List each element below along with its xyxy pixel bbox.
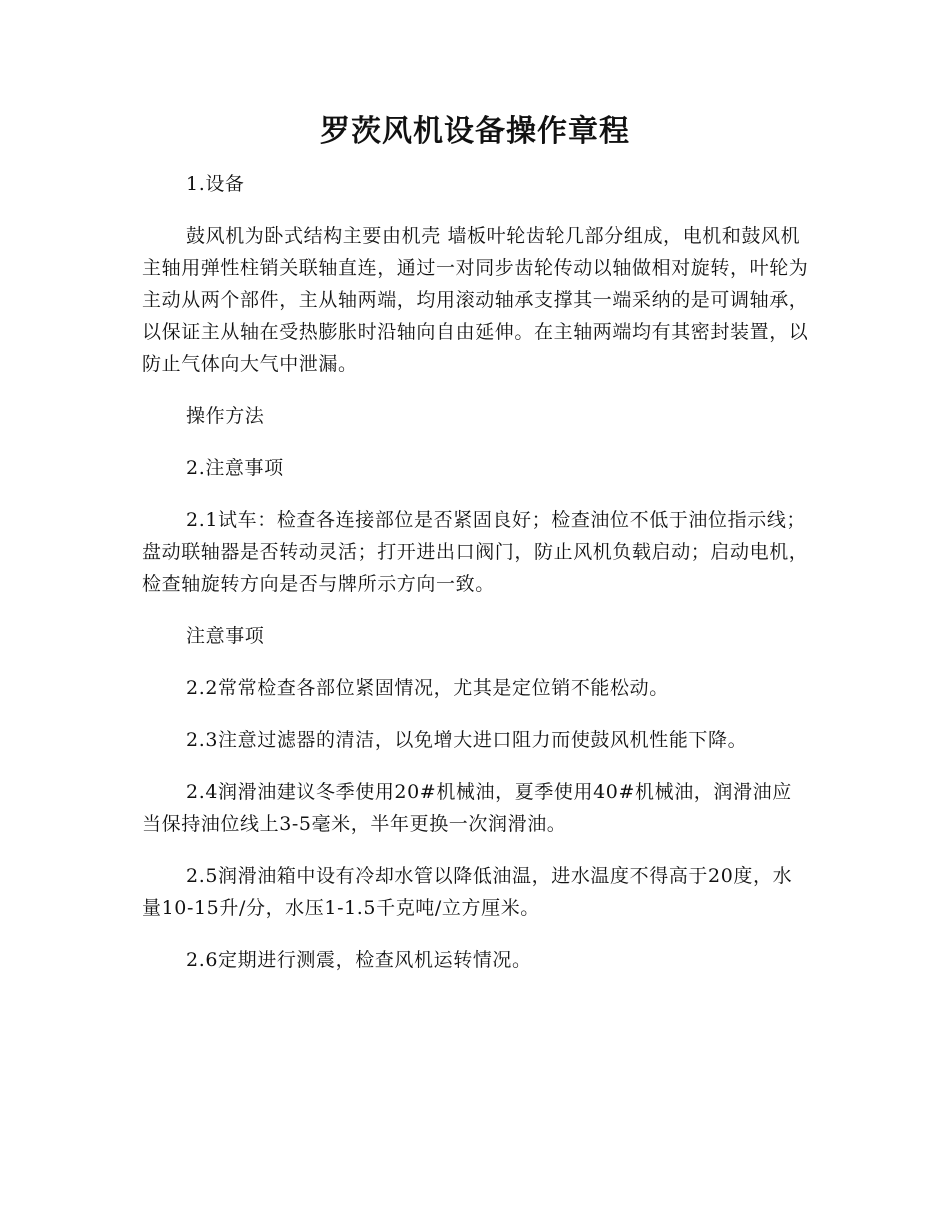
section-heading-precautions: 2.注意事项 xyxy=(186,457,284,479)
paragraph-item-2-4: 2.4润滑油建议冬季使用20#机械油，夏季使用40#机械油，润滑油应当保持油位线上3-5毫米，半年更换一次润滑油。 xyxy=(142,781,792,835)
paragraph-item-2-6: 2.6定期进行测震，检查风机运转情况。 xyxy=(186,949,532,971)
paragraph-item-2-2: 2.2常常检查各部位紧固情况，尤其是定位销不能松动。 xyxy=(186,677,669,699)
paragraph-item-2-3: 2.3注意过滤器的清洁，以免增大进口阻力而使鼓风机性能下降。 xyxy=(186,729,748,751)
paragraph-item-2-5: 2.5润滑油箱中设有冷却水管以降低油温，进水温度不得高于20度，水量10-15升/分，水压1-1.5千克吨/立方厘米。 xyxy=(142,865,793,919)
document-title: 罗茨风机设备操作章程 xyxy=(320,114,630,149)
paragraph-blower-structure: 鼓风机为卧式结构主要由机壳 墙板叶轮齿轮几部分组成，电机和鼓风机主轴用弹性柱销关联轴直连，通过一对同步齿轮传动以轴做相对旋转，叶轮为主动从两个部件，主从轴两端，均用滚动轴承支撑其一端采纳的是可调轴承，以保证主从轴在受热膨胀时沿轴向自由延伸。在主轴两端均有其密封装置，以防止气体向大气中泄漏。 xyxy=(142,225,809,375)
document-body xyxy=(142,168,810,996)
section-heading-equipment: 1.设备 xyxy=(186,173,245,195)
paragraph-trial-run: 2.1试车：检查各连接部位是否紧固良好；检查油位不低于油位指示线；盘动联轴器是否转动灵活；打开进出口阀门，防止风机负载启动；启动电机，检查轴旋转方向是否与牌所示方向一致。 xyxy=(142,509,809,595)
section-heading-operation-method: 操作方法 xyxy=(186,405,265,427)
subheading-precautions: 注意事项 xyxy=(186,625,265,647)
